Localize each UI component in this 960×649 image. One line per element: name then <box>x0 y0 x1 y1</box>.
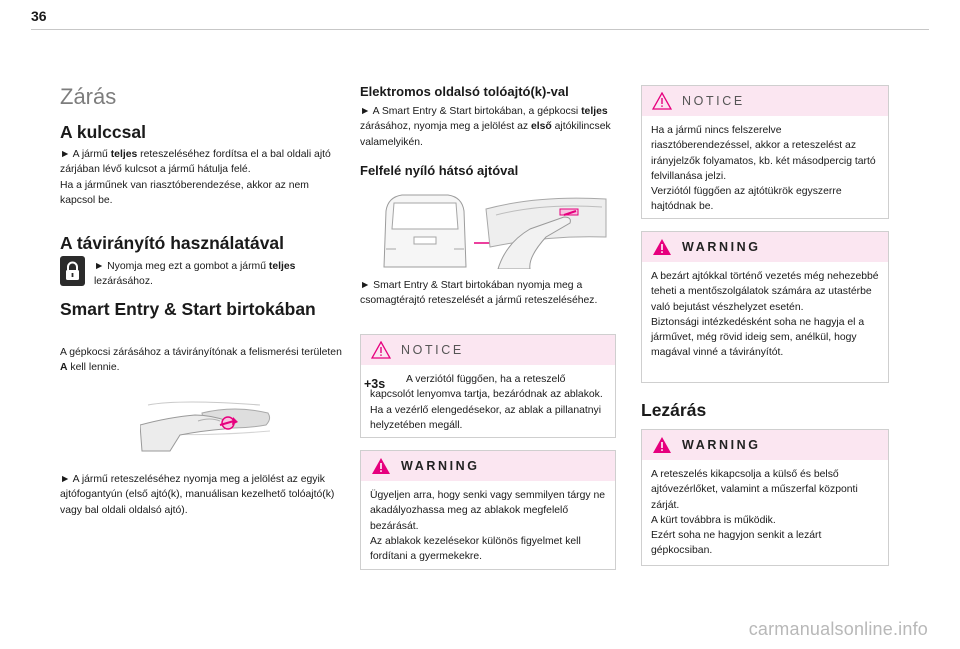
warning-body: Ügyeljen arra, hogy senki vagy semmilyen tárgy ne akadályozhassa meg az ablakok megfelelő bezárását. Az ablakok kezelésekor különös figyelmet kell fordítani a gyermekekre. <box>370 490 606 563</box>
section-title-deadlocking: Lezárás <box>641 400 707 420</box>
warning-header <box>642 232 888 262</box>
notice-box-alarm <box>641 85 889 219</box>
warning-header <box>642 430 888 460</box>
warning-body: A reteszelés kikapcsolja a külső és belső ajtóvezérlőket, valamint a műszerfal központi zárját. A kürt továbbra is működik. Ezért soha ne hagyjon senkit a lezárt gépkocsiban. <box>651 469 858 557</box>
notice-icon <box>652 92 672 110</box>
plus-3s-icon: +3s <box>364 377 386 391</box>
page-number: 36 <box>31 8 47 24</box>
warning-icon <box>652 436 672 454</box>
door-handle-illustration <box>140 391 280 453</box>
notice-text: A verziótól függően, ha a reteszelő kapcsolót lenyomva tartja, bezáródnak az ablakok. Ha a vezérlő elengedésekor, az ablak a pillanatnyi helyzetében megáll. <box>370 374 603 431</box>
notice-header <box>642 86 888 116</box>
tailgate-illustration <box>378 191 608 269</box>
section-title-key: A kulccsal <box>60 122 146 142</box>
warning-label: WARNING <box>682 438 761 452</box>
notice-icon <box>371 341 391 359</box>
section-text-tailgate: ► Smart Entry & Start birtokában nyomja meg a csomagtérajtó reteszelését a jármű reteszeléséhez. <box>360 280 598 307</box>
warning-box-windows <box>360 450 616 570</box>
section-text-sliding-door: ► A Smart Entry & Start birtokában, a gépkocsi teljes zárásához, nyomja meg a jelölést az első ajtókilincsek valamelyikén. <box>360 106 611 148</box>
section-title-remote: A távirányító használatával <box>60 233 285 253</box>
section-text-key: ► A jármű teljes reteszeléséhez fordítsa el a bal oldali ajtó zárjában lévő kulcsot a jármű hátulja felé. Ha a járműnek van riasztóberendezése, akkor az nem kapcsol be. <box>60 149 331 206</box>
section-title-tailgate: Felfelé nyíló hátsó ajtóval <box>360 163 519 178</box>
warning-icon <box>652 238 672 256</box>
notice-label: NOTICE <box>401 343 464 357</box>
warning-header <box>361 451 615 481</box>
notice-header <box>361 335 615 365</box>
warning-label: WARNING <box>401 459 480 473</box>
warning-body: A bezárt ajtókkal történő vezetés még nehezebbé teheti a mentőszolgálatok számára az utastérbe való bejutást vészhelyzet esetén. Biztonsági intézkedésként soha ne hagyja el a járművet, még rövid ideig sem, anélkül, hogy magával vinné a távirányítót. <box>651 271 879 359</box>
warning-box-emergency <box>641 231 889 383</box>
warning-label: WARNING <box>682 240 761 254</box>
watermark: carmanualsonline.info <box>748 619 928 639</box>
lock-icon <box>60 256 85 286</box>
notice-label: NOTICE <box>682 94 745 108</box>
warning-icon <box>371 457 391 475</box>
notice-body: Ha a jármű nincs felszerelve riasztóberendezéssel, akkor a reteszelést az irányjelzők folyamatos, kb. két másodpercig tartó felvillanása jelzi. Verziótól függően az ajtótükrök egyszerre hajtódnak be. <box>651 125 876 213</box>
section-title-smart-entry: Smart Entry & Start birtokában <box>60 299 316 319</box>
warning-box-deadlocking <box>641 429 889 566</box>
section-text-remote: ► Nyomja meg ezt a gombot a jármű teljes lezárásához. <box>94 261 296 288</box>
chapter-title: Zárás <box>60 84 117 109</box>
top-rule <box>31 29 929 30</box>
section-text-smart-entry-2: ► A jármű reteszeléséhez nyomja meg a jelölést az egyik ajtófogantyún (első ajtó(k), manuálisan kezelhető tolóajtó(k) vagy bal oldali oldalsó ajtó). <box>60 474 335 516</box>
notice-box-windows <box>360 334 616 438</box>
section-title-sliding-door: Elektromos oldalsó tolóajtó(k)-val <box>360 84 569 99</box>
notice-body <box>361 365 615 439</box>
section-text-smart-entry: A gépkocsi zárásához a távirányítónak a felismerési területen A kell lennie. <box>60 347 342 374</box>
